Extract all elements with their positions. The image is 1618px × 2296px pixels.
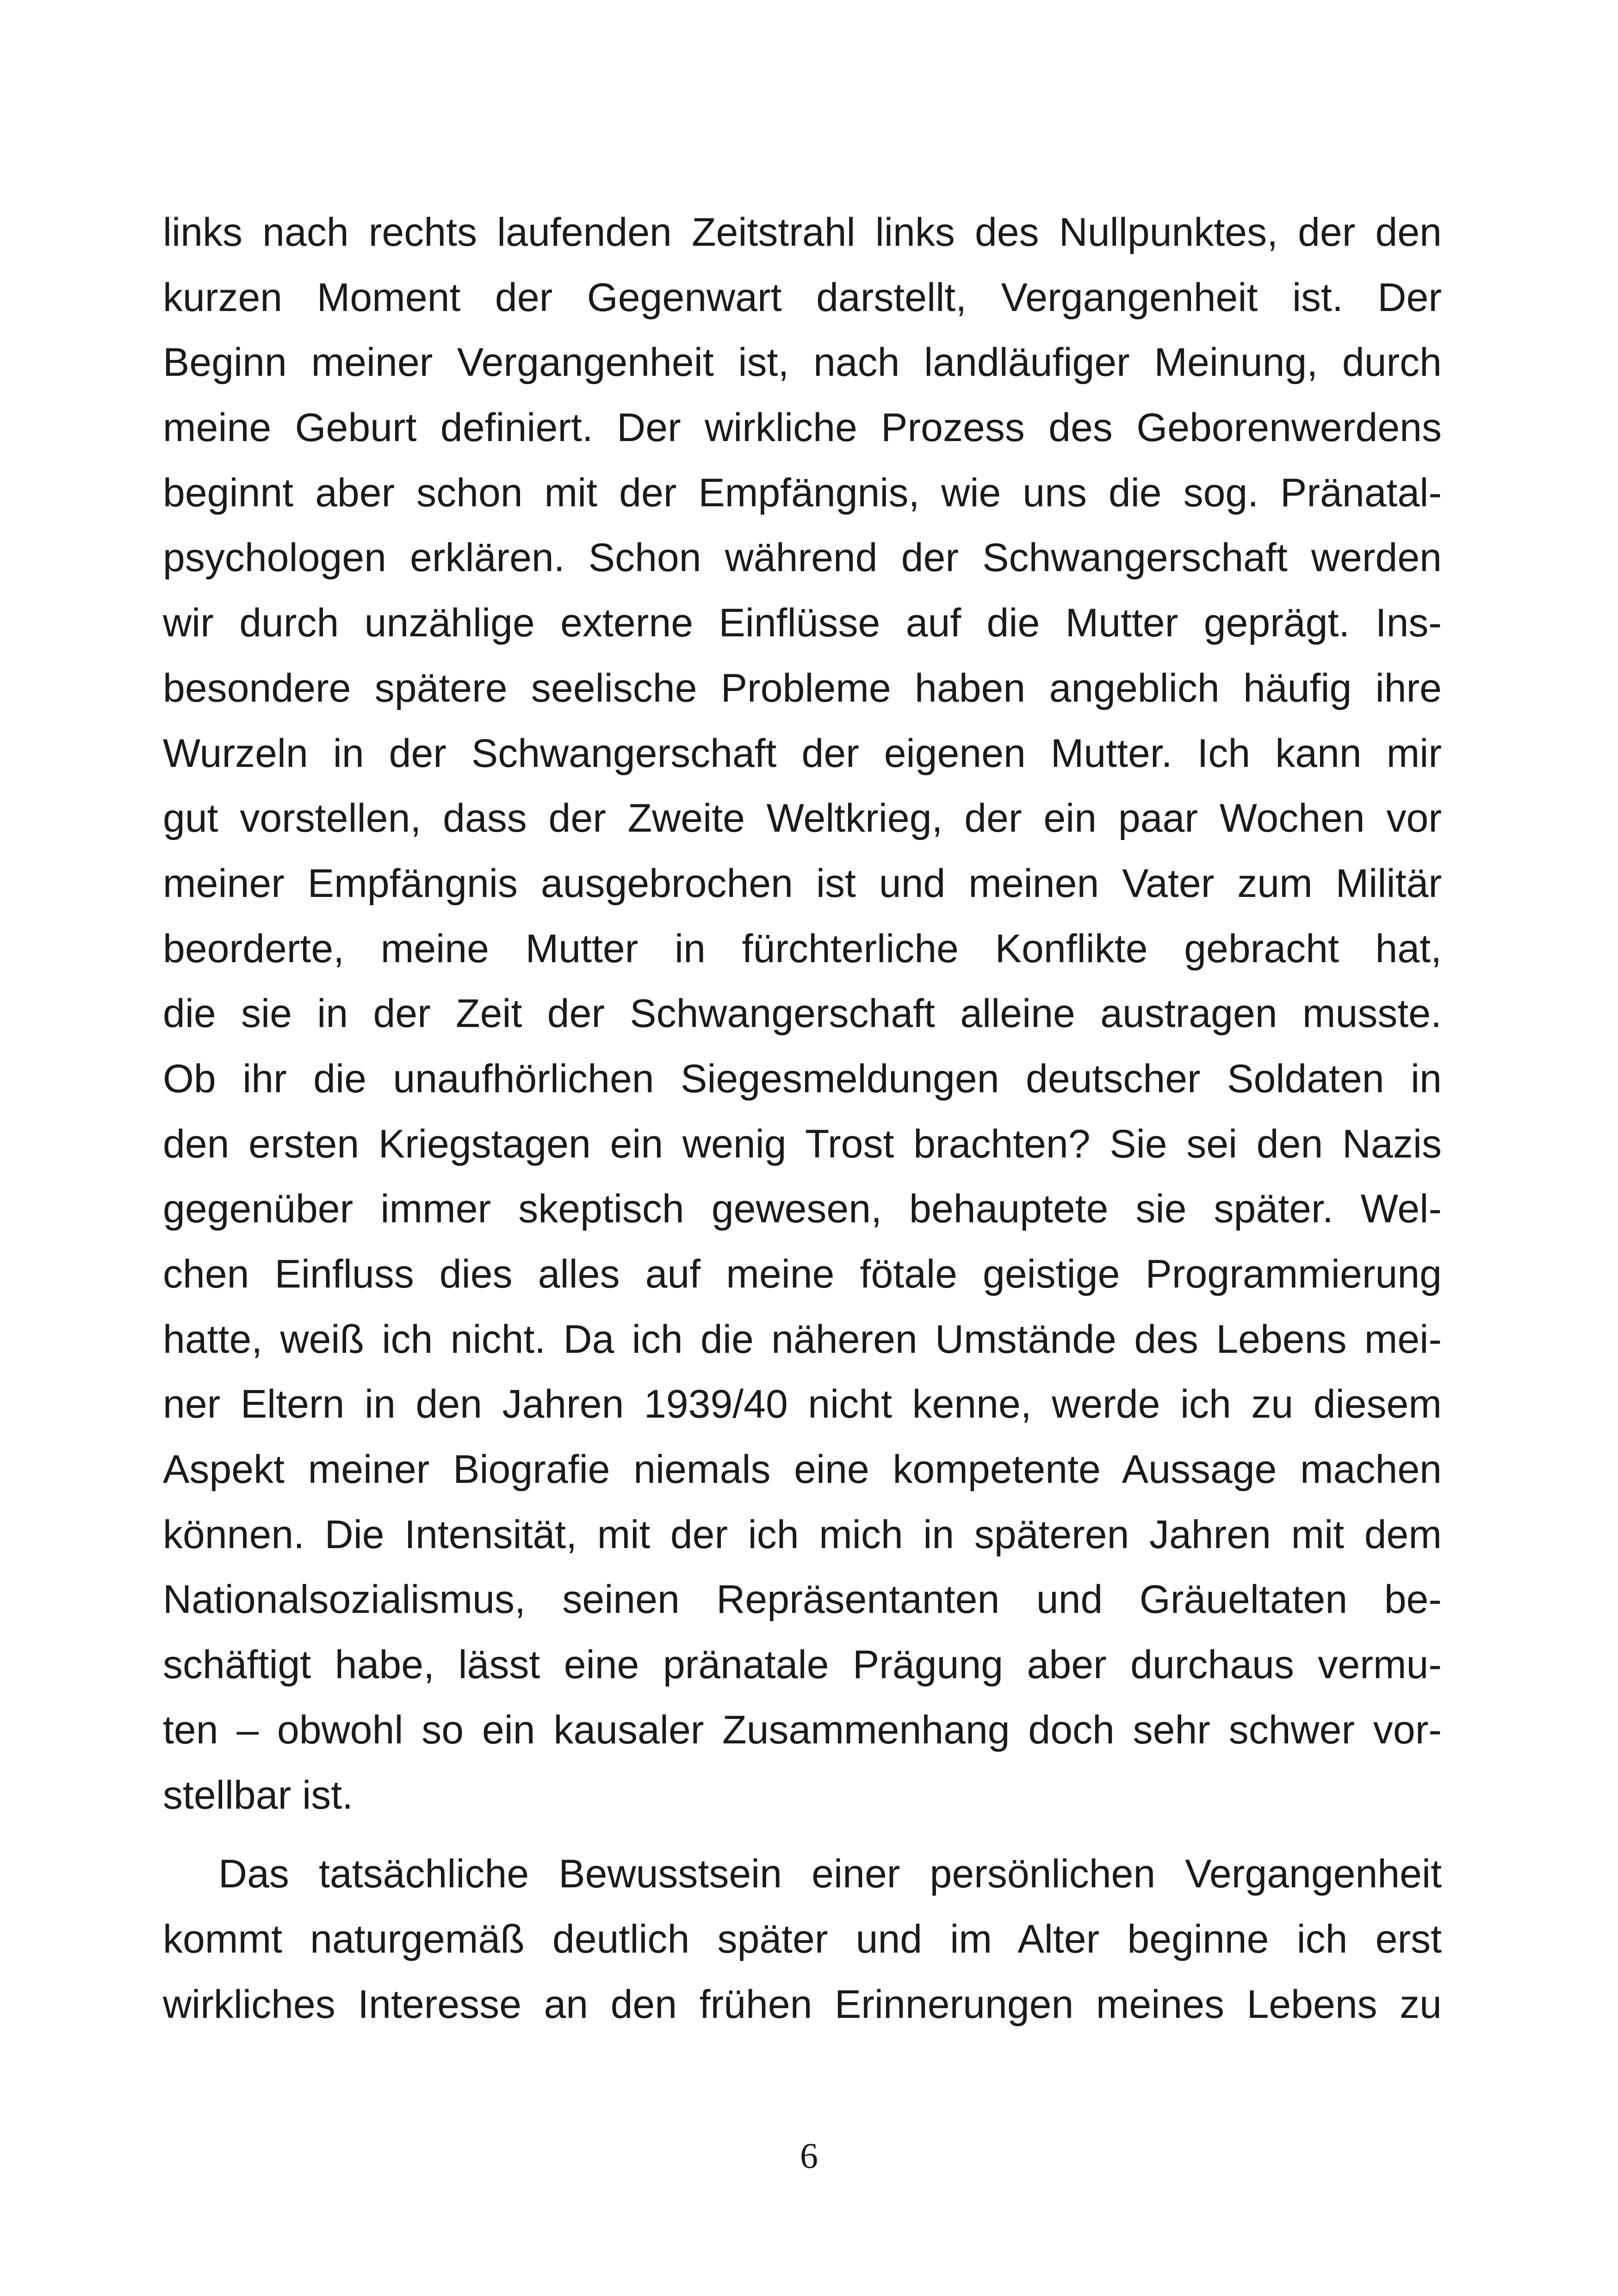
text-line: Aspekt meiner Biografie niemals eine kompetente Aussage machen [163,1447,1442,1492]
text-line: gegenüber immer skeptisch gewesen, behauptete sie später. Wel- [163,1187,1442,1232]
text-line: wirkliches Interesse an den frühen Erinnerungen meines Lebens zu [163,1982,1442,2027]
text-line: hatte, weiß ich nicht. Da ich die näheren Umstände des Lebens mei- [163,1317,1442,1362]
text-line: beorderte, meine Mutter in fürchterliche Konflikte gebracht hat, [163,926,1442,971]
text-line: beginnt aber schon mit der Empfängnis, wie uns die sog. Pränatal- [163,470,1442,515]
text-line: den ersten Kriegstagen ein wenig Trost brachten? Sie sei den Nazis [163,1121,1442,1166]
paragraph-spacer [163,1828,1442,1842]
text-line: Nationalsozialismus, seinen Repräsentanten und Gräueltaten be- [163,1577,1442,1622]
paragraph-1 [163,200,1442,1828]
text-line: die sie in der Zeit der Schwangerschaft alleine austragen musste. [163,991,1442,1036]
text-line: wir durch unzählige externe Einflüsse auf die Mutter geprägt. Ins- [163,601,1442,646]
text-line: kommt naturgemäß deutlich später und im Alter beginne ich erst [163,1916,1442,1961]
text-line: Beginn meiner Vergangenheit ist, nach landläufiger Meinung, durch [163,340,1442,385]
text-line: ten – obwohl so ein kausaler Zusammenhang doch sehr schwer vor- [163,1707,1442,1752]
text-line: Wurzeln in der Schwangerschaft der eigenen Mutter. Ich kann mir [163,731,1442,776]
text-line: meine Geburt definiert. Der wirkliche Prozess des Geborenwerdens [163,405,1442,450]
text-line: schäftigt habe, lässt eine pränatale Prägung aber durchaus vermu- [163,1643,1442,1687]
text-line: stellbar ist. [163,1773,353,1817]
body-text [163,200,1442,2037]
page-number: 6 [800,2135,818,2176]
text-line: links nach rechts laufenden Zeitstrahl links des Nullpunktes, der den [163,210,1442,255]
text-line: chen Einfluss dies alles auf meine fötale geistige Programmierung [163,1252,1442,1296]
text-line: können. Die Intensität, mit der ich mich in späteren Jahren mit dem [163,1512,1442,1557]
text-line: besondere spätere seelische Probleme haben angeblich häufig ihre [163,666,1442,710]
text-line: gut vorstellen, dass der Zweite Weltkrieg, der ein paar Wochen vor [163,796,1442,841]
paragraph-2 [163,1842,1442,2037]
text-line: Ob ihr die unaufhörlichen Siegesmeldungen deutscher Soldaten in [163,1056,1442,1101]
text-line: kurzen Moment der Gegenwart darstellt, Vergangenheit ist. Der [163,275,1442,320]
text-line: psychologen erklären. Schon während der Schwangerschaft werden [163,535,1442,580]
text-line: Das tatsächliche Bewusstsein einer persönlichen Vergangenheit [218,1852,1442,1897]
text-line: meiner Empfängnis ausgebrochen ist und meinen Vater zum Militär [163,861,1442,906]
text-line: ner Eltern in den Jahren 1939/40 nicht kenne, werde ich zu diesem [163,1382,1442,1427]
